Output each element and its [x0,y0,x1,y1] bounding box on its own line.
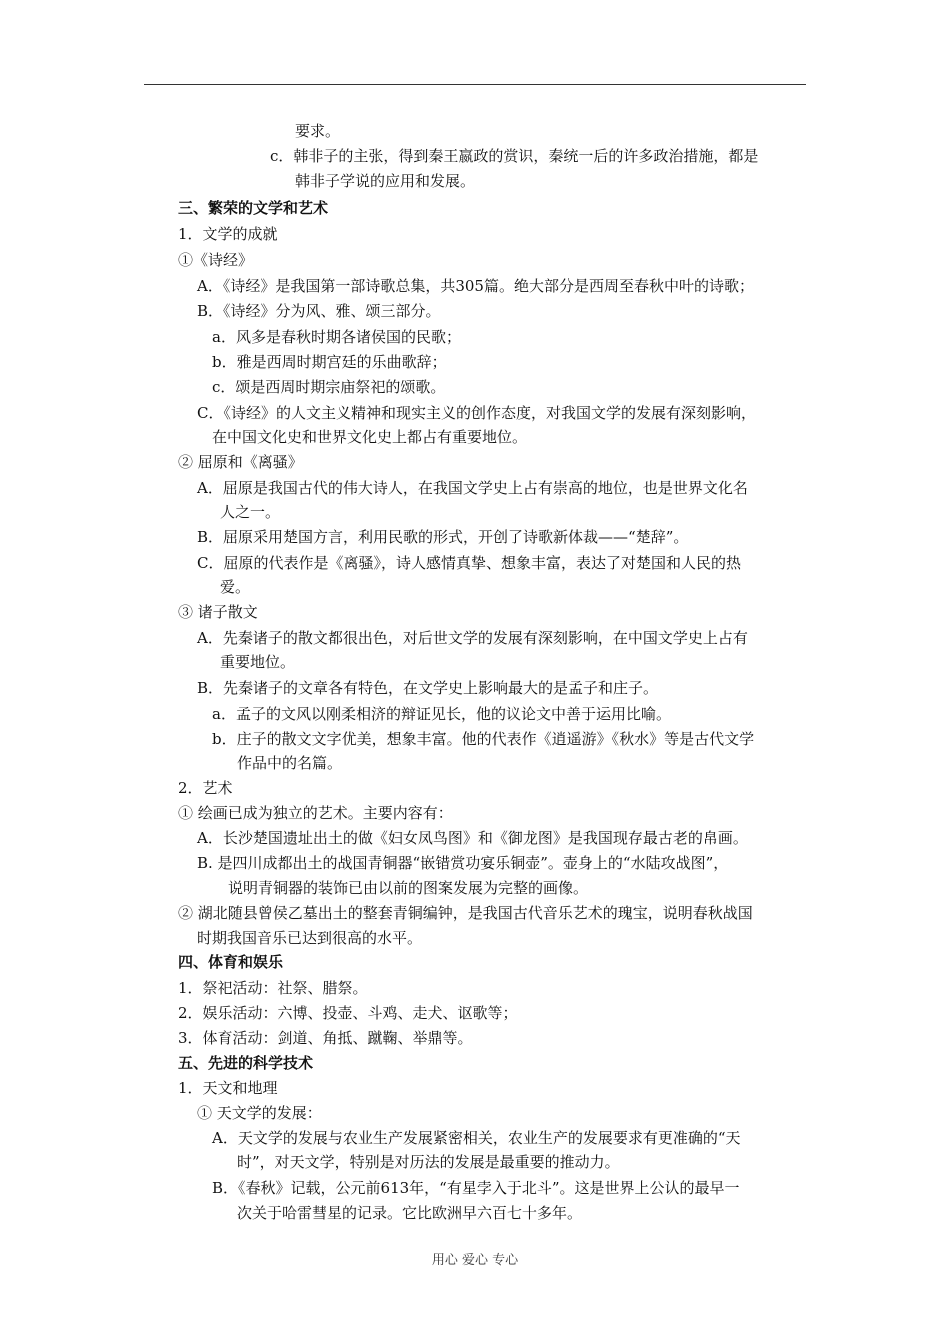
text-line: a．孟子的文风以刚柔相济的辩证见长，他的议论文中善于运用比喻。 [212,705,671,723]
section-heading: 三、繁荣的文学和艺术 [178,199,329,217]
text-line: b．庄子的散文文字优美，想象丰富。他的代表作《逍遥游》《秋水》等是古代文学 [212,730,755,748]
text-line: A．先秦诸子的散文都很出色，对后世文学的发展有深刻影响，在中国文学史上占有 [197,629,748,647]
text-line: B．《春秋》记载，公元前613年，“有星孛入于北斗”。这是世界上公认的最早一 [212,1179,740,1197]
text-line: ② 湖北随县曾侯乙墓出土的整套青铜编钟，是我国古代音乐艺术的瑰宝，说明春秋战国 [178,904,753,922]
text-line: 作品中的名篇。 [237,754,343,772]
subheading: ① 绘画已成为独立的艺术。主要内容有： [178,804,453,822]
subheading: 2．艺术 [178,779,233,797]
text-line: B. 是四川成都出土的战国青铜器“嵌错赏功宴乐铜壶”。壶身上的“水陆攻战图”， [197,854,729,872]
subheading: 1．天文和地理 [178,1079,278,1097]
section-heading: 四、体育和娱乐 [178,953,284,971]
text-line: 时”，对天文学，特别是对历法的发展是最重要的推动力。 [237,1153,620,1171]
subheading: ①《诗经》 [178,251,254,269]
text-line: 1．祭祀活动：社祭、腊祭。 [178,979,368,997]
text-line: c．颂是西周时期宗庙祭祀的颂歌。 [212,378,446,396]
text-line: 爱。 [220,578,251,596]
subheading: ③ 诸子散文 [178,603,258,621]
text-line: b．雅是西周时期宫廷的乐曲歌辞； [212,353,447,371]
text-line: A．屈原是我国古代的伟大诗人，在我国文学史上占有崇高的地位，也是世界文化名 [197,479,748,497]
text-line: B．屈原采用楚国方言，利用民歌的形式，开创了诗歌新体裁——“楚辞”。 [197,528,689,546]
subheading: ② 屈原和《离骚》 [178,453,303,471]
text-line: C．屈原的代表作是《离骚》，诗人感情真挚、想象丰富，表达了对楚国和人民的热 [197,554,741,572]
text-line: 3．体育活动：剑道、角抵、蹴鞠、举鼎等。 [178,1029,473,1047]
section-heading: 五、先进的科学技术 [178,1054,314,1072]
text-line: c．韩非子的主张，得到秦王嬴政的赏识，秦统一后的许多政治措施，都是 [270,147,759,165]
text-line: B．《诗经》分为风、雅、颂三部分。 [197,302,441,320]
text-line: 说明青铜器的装饰已由以前的图案发展为完整的画像。 [228,879,589,897]
text-line: 时期我国音乐已达到很高的水平。 [197,929,423,947]
text-line: 次关于哈雷彗星的记录。它比欧洲早六百七十多年。 [237,1204,583,1222]
text-line: 在中国文化史和世界文化史上都占有重要地位。 [212,428,528,446]
subheading: 1．文学的成就 [178,225,278,243]
text-line: 2．娱乐活动：六博、投壶、斗鸡、走犬、讴歌等； [178,1004,518,1022]
text-line: A．《诗经》是我国第一部诗歌总集，共305篇。绝大部分是西周至春秋中叶的诗歌； [197,277,754,295]
text-line: A．天文学的发展与农业生产发展紧密相关，农业生产的发展要求有更准确的“天 [212,1129,741,1147]
text-line: 韩非子学说的应用和发展。 [295,172,476,190]
text-line: B．先秦诸子的文章各有特色，在文学史上影响最大的是孟子和庄子。 [197,679,659,697]
header-rule [144,84,806,85]
text-line: 重要地位。 [220,653,296,671]
text-line: 人之一。 [220,503,281,521]
text-line: C．《诗经》的人文主义精神和现实主义的创作态度，对我国文学的发展有深刻影响， [197,404,756,422]
text-line: 要求。 [295,122,341,140]
text-line: a．风多是春秋时期各诸侯国的民歌； [212,328,461,346]
text-line: A．长沙楚国遗址出土的做《妇女凤鸟图》和《御龙图》是我国现存最古老的帛画。 [197,829,748,847]
subheading: ① 天文学的发展： [197,1104,322,1122]
page-footer: 用心 爱心 专心 [431,1253,519,1268]
